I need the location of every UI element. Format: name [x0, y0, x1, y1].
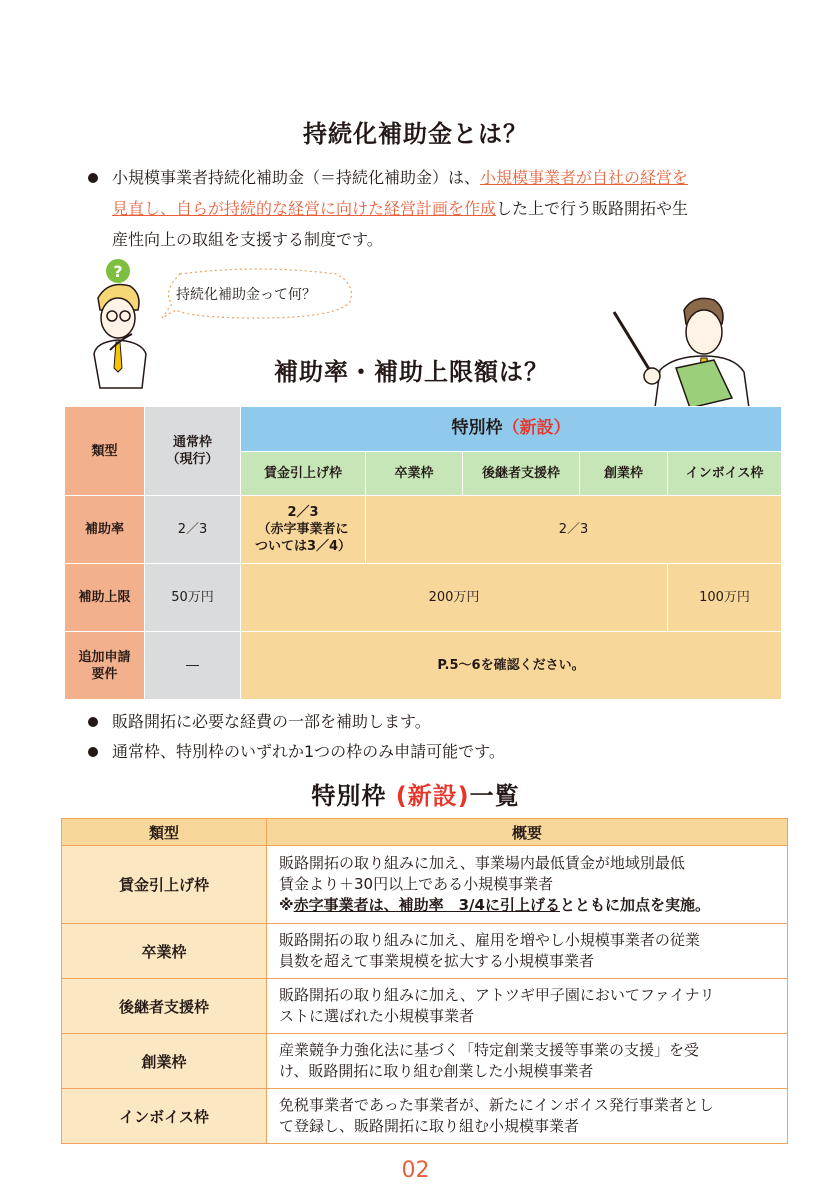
regular-sub: （現行）: [166, 452, 219, 467]
extra-label-1: 追加申請: [78, 649, 131, 665]
row-desc-line: とともに加点を実施。: [559, 896, 710, 914]
row-name: 創業枠: [62, 1034, 267, 1089]
col-wage: 賃金引上げ枠: [241, 451, 366, 496]
row-desc-line: 員数を超えて事業規模を拡大する小規模事業者: [279, 952, 595, 970]
rate-wage-value: 2／3: [287, 505, 319, 520]
bullet-dot: [88, 717, 98, 727]
page-title: 持続化補助金とは？: [303, 120, 528, 148]
row-name: インボイス枠: [62, 1089, 267, 1144]
intro-text-2: した上で行う販路開拓や生: [496, 199, 689, 218]
bullet-dot: [88, 747, 98, 757]
note-1: [88, 706, 431, 737]
intro-highlight-2: 見直し、自らが持続的な経営に向けた経営計画を作成: [112, 199, 497, 218]
special-list-table: [61, 818, 788, 1144]
extra-row-label: [65, 632, 145, 700]
svg-text:?: ?: [113, 262, 123, 281]
row-desc: [267, 1034, 788, 1089]
intro-text-3: 産性向上の取組を支援する制度です。: [112, 230, 383, 249]
row-desc-line: 販路開拓の取り組みに加え、雇用を増やし小規模事業者の従業: [279, 931, 700, 949]
col-graduation: 卒業枠: [366, 451, 463, 496]
intro-text-1: 小規模事業者持続化補助金（＝持続化補助金）は、: [112, 168, 481, 187]
row-name: 後継者支援枠: [62, 979, 267, 1034]
intro-highlight-1: 小規模事業者が自社の経営を: [480, 168, 689, 187]
list-header-type: 類型: [62, 819, 267, 846]
table-row: [62, 1034, 788, 1089]
rate-others: 2／3: [366, 496, 782, 564]
limit-invoice: 100万円: [668, 564, 782, 632]
row-desc: [267, 846, 788, 924]
row-desc-line: け、販路開拓に取り組む創業した小規模事業者: [279, 1062, 594, 1080]
extra-label-2: 要件: [91, 666, 118, 682]
limit-row-label: 補助上限: [65, 564, 145, 632]
list-title-c: 一覧: [469, 782, 520, 810]
row-desc: [267, 924, 788, 979]
speech-bubble-text: 持続化補助金って何？: [176, 287, 316, 303]
table-row: [62, 979, 788, 1034]
limit-special: 200万円: [241, 564, 668, 632]
thinking-person-illustration: [80, 258, 170, 398]
row-desc-line: 免税事業者であった事業者が、新たにインボイス発行事業者とし: [279, 1096, 714, 1114]
row-name: 卒業枠: [62, 924, 267, 979]
row-desc-line: 販路開拓の取り組みに加え、アトツギ甲子園においてファイナリ: [279, 986, 715, 1004]
special-new-label: （新設）: [502, 418, 571, 439]
bullet-dot: [88, 173, 98, 183]
list-title-a: 特別枠: [311, 782, 396, 810]
table-row: [62, 1089, 788, 1144]
limit-regular: 50万円: [145, 564, 241, 632]
rate-wage-note-1: （赤字事業者に: [257, 522, 349, 537]
row-name: 賃金引上げ枠: [62, 846, 267, 924]
note-1-text: 販路開拓に必要な経費の一部を補助します。: [112, 712, 431, 731]
col-successor: 後継者支援枠: [463, 451, 580, 496]
row-desc-line: 販路開拓の取り組みに加え、事業場内最低賃金が地域別最低: [279, 854, 685, 872]
extra-special: P.5～6を確認ください。: [241, 632, 782, 700]
note-2: [88, 736, 505, 767]
row-desc: [267, 1089, 788, 1144]
list-title-new: (新設): [395, 782, 470, 810]
type-header: 類型: [65, 407, 145, 496]
list-header-summary: 概要: [267, 819, 788, 846]
regular-header: [145, 407, 241, 496]
table-row: [62, 846, 788, 924]
row-desc-mark: ※: [279, 896, 294, 914]
rate-regular: 2／3: [145, 496, 241, 564]
list-section-title: [0, 776, 831, 811]
special-header: [241, 407, 782, 452]
table-row: [62, 924, 788, 979]
extra-regular: ―: [145, 632, 241, 700]
intro-bullet: [88, 162, 768, 255]
rate-section-title: 補助率・補助上限額は？: [274, 358, 549, 386]
row-desc-line: 賃金より＋30円以上である小規模事業者: [279, 875, 554, 893]
rate-wage-note-2: ついては3／4）: [254, 539, 352, 554]
row-desc: [267, 979, 788, 1034]
special-label: 特別枠: [451, 418, 503, 439]
col-startup: 創業枠: [580, 451, 668, 496]
rate-table: [64, 406, 782, 700]
row-desc-line: て登録し、販路開拓に取り組む小規模事業者: [279, 1117, 580, 1135]
row-desc-emphasis: 赤字事業者は、補助率 3/4に引上げる: [293, 896, 560, 914]
row-desc-line: 産業競争力強化法に基づく「特定創業支援等事業の支援」を受: [279, 1041, 700, 1059]
page-number: 02: [401, 1158, 430, 1183]
note-2-text: 通常枠、特別枠のいずれか1つの枠のみ申請可能です。: [112, 742, 505, 761]
rate-wage: [241, 496, 366, 564]
rate-row-label: 補助率: [65, 496, 145, 564]
regular-label: 通常枠: [172, 435, 212, 450]
col-invoice: インボイス枠: [668, 451, 782, 496]
row-desc-line: ストに選ばれた小規模事業者: [279, 1007, 475, 1025]
